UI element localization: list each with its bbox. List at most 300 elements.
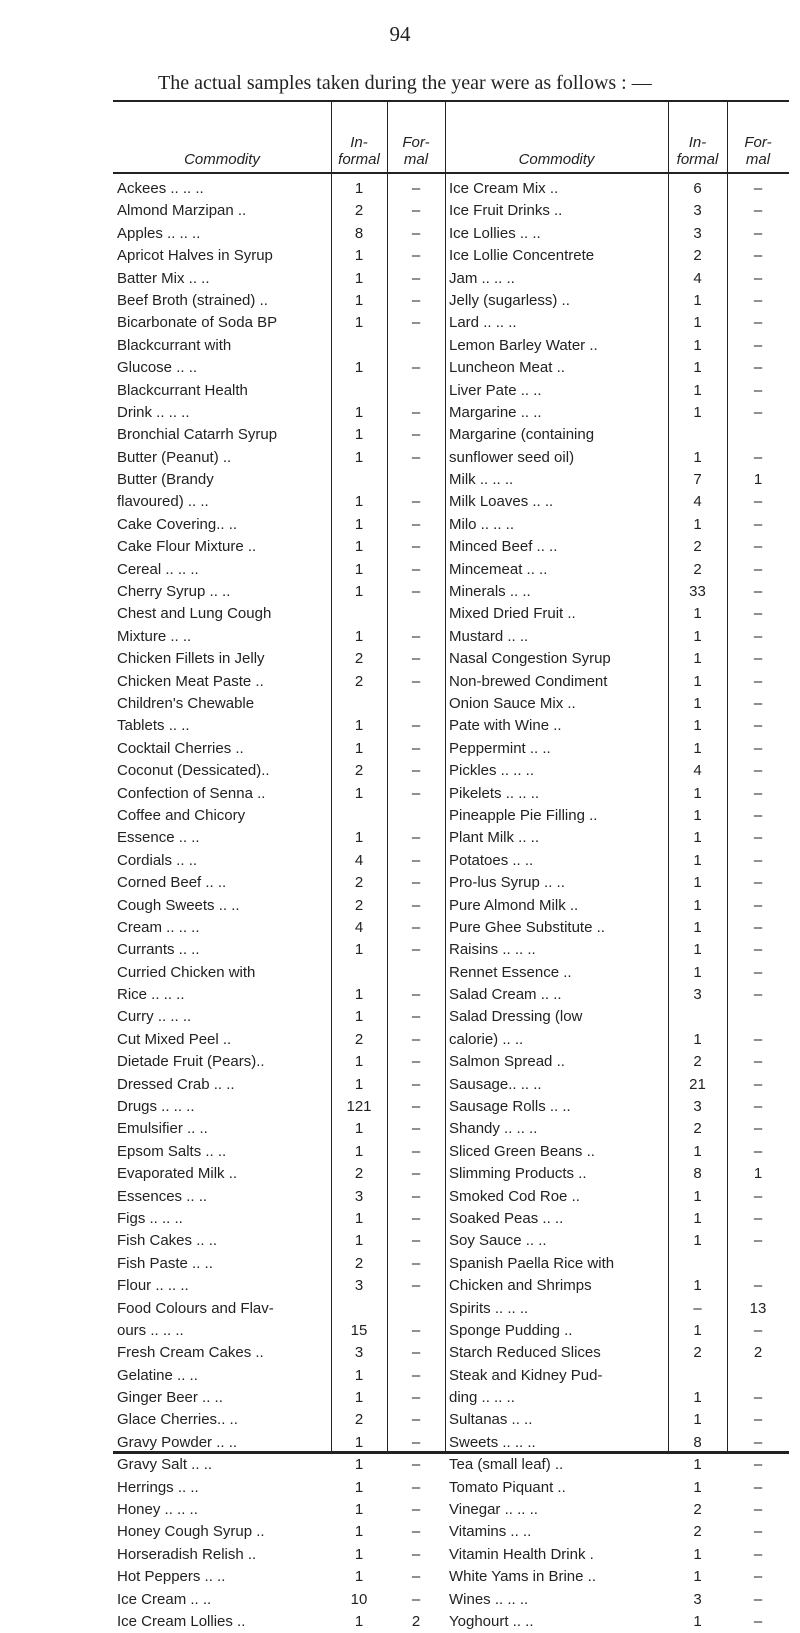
informal-count-cell xyxy=(331,603,387,625)
commodity-cell: Salmon Spread .. xyxy=(449,1053,565,1071)
informal-count-cell: 1 xyxy=(354,247,364,265)
commodity-cell: Figs .. .. .. xyxy=(117,1209,183,1227)
informal-count-cell: 1 xyxy=(693,1209,702,1227)
informal-count-cell: 1 xyxy=(354,1142,364,1160)
commodity-cell: Curried Chicken with xyxy=(117,963,256,981)
informal-count-cell: 1 xyxy=(693,336,702,354)
commodity-cell: Butter (Peanut) .. xyxy=(117,448,232,466)
commodity-cell: Margarine .. .. xyxy=(449,403,542,421)
commodity-cell: Nasal Congestion Syrup xyxy=(449,650,611,668)
formal-count-cell: – xyxy=(411,627,421,645)
column-divider xyxy=(445,102,446,1451)
informal-count-cell: 1 xyxy=(693,739,702,757)
formal-count-cell: – xyxy=(411,1030,421,1048)
informal-count-cell: 3 xyxy=(693,224,702,242)
formal-count-cell: – xyxy=(753,874,763,892)
formal-count-cell xyxy=(727,1006,789,1028)
formal-count-cell: – xyxy=(411,1232,421,1250)
commodity-cell: Yoghourt .. .. xyxy=(449,1613,534,1630)
formal-count-cell: – xyxy=(753,1187,763,1205)
informal-count-cell: 1 xyxy=(693,448,702,466)
informal-count-cell: 1 xyxy=(354,314,364,332)
commodity-cell: Apples .. .. .. xyxy=(117,224,201,242)
informal-count-cell: 1 xyxy=(354,560,364,578)
informal-count-cell: 3 xyxy=(354,1344,364,1362)
formal-count-cell: – xyxy=(411,583,421,601)
commodity-cell: Dressed Crab .. .. xyxy=(117,1075,235,1093)
formal-count-cell: – xyxy=(753,717,763,735)
informal-count-cell: 1 xyxy=(354,515,364,533)
formal-count-cell xyxy=(727,1365,789,1387)
informal-count-cell: 1 xyxy=(354,717,364,735)
informal-count-cell xyxy=(331,1298,387,1320)
commodity-cell: Pikelets .. .. .. xyxy=(449,784,540,802)
formal-count-cell: – xyxy=(411,493,421,511)
commodity-cell: Shandy .. .. .. xyxy=(449,1120,538,1138)
commodity-cell: Mincemeat .. .. xyxy=(449,560,548,578)
commodity-cell: Sultanas .. .. xyxy=(449,1411,533,1429)
informal-count-cell: 4 xyxy=(693,269,702,287)
formal-count-cell: – xyxy=(753,381,763,399)
commodity-cell: Emulsifier .. .. xyxy=(117,1120,208,1138)
informal-count-cell: 2 xyxy=(354,1030,364,1048)
page-number: 94 xyxy=(389,22,411,46)
informal-count-cell: 3 xyxy=(354,1187,364,1205)
commodity-cell: Children's Chewable xyxy=(117,694,255,712)
left-formal-column xyxy=(387,178,445,1633)
informal-count-cell: 2 xyxy=(693,560,702,578)
informal-count-cell: 4 xyxy=(354,918,364,936)
commodity-cell: Blackcurrant with xyxy=(117,336,232,354)
header-rule xyxy=(113,172,789,174)
formal-count-cell: – xyxy=(753,448,763,466)
commodity-cell: Essences .. .. xyxy=(117,1187,208,1205)
informal-count-cell xyxy=(668,1253,727,1275)
informal-count-cell: 1 xyxy=(354,269,364,287)
formal-count-cell: – xyxy=(411,1501,421,1519)
formal-count-cell: – xyxy=(753,650,763,668)
informal-count-cell: 3 xyxy=(693,202,702,220)
commodity-cell: Food Colours and Flav- xyxy=(117,1299,274,1317)
commodity-cell: Ginger Beer .. .. xyxy=(117,1389,223,1407)
formal-count-cell: – xyxy=(411,426,421,444)
commodity-cell: Essence .. .. xyxy=(117,829,200,847)
left-informal-column xyxy=(331,178,387,1633)
informal-count-cell: 1 xyxy=(693,515,702,533)
formal-count-cell xyxy=(387,962,445,984)
formal-count-cell: 2 xyxy=(411,1613,421,1630)
informal-count-cell: 8 xyxy=(693,1165,702,1183)
formal-count-cell: – xyxy=(411,874,421,892)
header-commodity-right: Commodity xyxy=(518,151,595,168)
informal-count-cell xyxy=(331,335,387,357)
formal-count-cell xyxy=(727,1253,789,1275)
informal-count-cell: 1 xyxy=(354,1478,364,1496)
formal-count-cell: – xyxy=(753,224,763,242)
formal-count-cell: – xyxy=(753,1568,763,1586)
formal-count-cell: – xyxy=(411,1209,421,1227)
commodity-cell: Cake Covering.. .. xyxy=(117,515,238,533)
formal-count-cell xyxy=(387,380,445,402)
informal-count-cell: 1 xyxy=(354,1568,364,1586)
commodity-cell: Butter (Brandy xyxy=(117,471,214,489)
formal-count-cell: – xyxy=(753,1411,763,1429)
informal-count-cell: 3 xyxy=(693,1590,702,1608)
formal-count-cell: – xyxy=(411,291,421,309)
informal-count-cell: 1 xyxy=(354,784,364,802)
formal-count-cell: – xyxy=(753,1433,763,1451)
formal-count-cell: – xyxy=(411,1433,421,1451)
informal-count-cell: 1 xyxy=(693,1411,702,1429)
formal-count-cell: – xyxy=(753,560,763,578)
commodity-cell: Milk Loaves .. .. xyxy=(449,493,554,511)
informal-count-cell: 2 xyxy=(693,1523,702,1541)
informal-count-cell: 1 xyxy=(354,359,364,377)
commodity-cell: Tomato Piquant .. xyxy=(449,1478,566,1496)
informal-count-cell: 1 xyxy=(693,829,702,847)
formal-count-cell: – xyxy=(753,1456,763,1474)
commodity-cell: Apricot Halves in Syrup xyxy=(117,247,273,265)
formal-count-cell: – xyxy=(753,627,763,645)
commodity-cell: Vitamin Health Drink . xyxy=(449,1545,594,1563)
informal-count-cell: 1 xyxy=(354,1053,364,1071)
formal-count-cell: – xyxy=(753,829,763,847)
commodity-cell: Sliced Green Beans .. xyxy=(449,1142,595,1160)
formal-count-cell: – xyxy=(753,180,763,197)
informal-count-cell: 7 xyxy=(693,471,702,489)
informal-count-cell: 1 xyxy=(693,381,702,399)
formal-count-cell: – xyxy=(411,1321,421,1339)
informal-count-cell xyxy=(331,805,387,827)
commodity-cell: Dietade Fruit (Pears).. xyxy=(117,1053,265,1071)
formal-count-cell: – xyxy=(753,1232,763,1250)
informal-count-cell: 15 xyxy=(350,1321,368,1339)
commodity-cell: Salad Dressing (low xyxy=(449,1008,583,1026)
informal-count-cell: 1 xyxy=(354,1075,364,1093)
commodity-cell: Ice Cream Mix .. xyxy=(449,180,559,197)
commodity-cell: Liver Pate .. .. xyxy=(449,381,542,399)
informal-count-cell: 8 xyxy=(693,1433,702,1451)
commodity-cell: Soy Sauce .. .. xyxy=(449,1232,547,1250)
formal-count-cell xyxy=(387,603,445,625)
informal-count-cell: 2 xyxy=(354,650,364,668)
commodity-cell: Currants .. .. xyxy=(117,941,200,959)
informal-count-cell: 1 xyxy=(354,493,364,511)
commodity-cell: Minced Beef .. .. xyxy=(449,538,558,556)
commodity-cell: Confection of Senna .. xyxy=(117,784,266,802)
header-commodity-left: Commodity xyxy=(184,151,260,168)
informal-count-cell: 1 xyxy=(693,1187,702,1205)
formal-count-cell: – xyxy=(411,1344,421,1362)
commodity-cell: Sponge Pudding .. xyxy=(449,1321,573,1339)
commodity-cell: Coconut (Dessicated).. xyxy=(117,762,270,780)
right-formal-column xyxy=(727,178,789,1633)
commodity-cell: Spirits .. .. .. xyxy=(449,1299,529,1317)
informal-count-cell: 1 xyxy=(354,1389,364,1407)
commodity-cell: Herrings .. .. xyxy=(117,1478,199,1496)
informal-count-cell: 2 xyxy=(693,1120,702,1138)
commodity-cell: Ice Lollie Concentrete xyxy=(449,247,595,265)
commodity-cell: Gelatine .. .. xyxy=(117,1366,198,1384)
informal-count-cell: 4 xyxy=(693,762,702,780)
informal-count-cell: 1 xyxy=(693,291,702,309)
formal-count-cell: – xyxy=(753,1142,763,1160)
informal-count-cell: 4 xyxy=(693,493,702,511)
intro-text: The actual samples taken during the year were as follows : — xyxy=(158,72,652,94)
informal-count-cell: 1 xyxy=(354,1209,364,1227)
formal-count-cell xyxy=(387,1298,445,1320)
informal-count-cell: 6 xyxy=(693,180,702,197)
informal-count-cell: 1 xyxy=(693,650,702,668)
informal-count-cell: 2 xyxy=(354,762,364,780)
informal-count-cell: 1 xyxy=(354,1120,364,1138)
commodity-cell: Luncheon Meat .. xyxy=(449,359,565,377)
informal-count-cell: 1 xyxy=(693,1613,702,1630)
informal-count-cell: 1 xyxy=(354,426,364,444)
commodity-cell: Pure Almond Milk .. xyxy=(449,896,579,914)
informal-count-cell: 1 xyxy=(693,963,702,981)
commodity-cell: Chicken Fillets in Jelly xyxy=(117,650,265,668)
informal-count-cell: 2 xyxy=(693,1501,702,1519)
formal-count-cell: – xyxy=(411,986,421,1004)
informal-count-cell: 1 xyxy=(354,739,364,757)
header-formal-right: For- mal xyxy=(744,134,772,168)
informal-count-cell: 1 xyxy=(354,1501,364,1519)
informal-count-cell: 2 xyxy=(693,538,702,556)
formal-count-cell: – xyxy=(411,247,421,265)
formal-count-cell: – xyxy=(753,1030,763,1048)
formal-count-cell: – xyxy=(411,650,421,668)
commodity-cell: Sausage Rolls .. .. xyxy=(449,1098,571,1116)
formal-count-cell: – xyxy=(411,560,421,578)
informal-count-cell: 21 xyxy=(689,1075,706,1093)
informal-count-cell: 2 xyxy=(354,202,364,220)
commodity-cell: calorie) .. .. xyxy=(449,1030,524,1048)
commodity-cell: Lemon Barley Water .. xyxy=(449,336,598,354)
commodity-cell: Mixture .. .. xyxy=(117,627,192,645)
informal-count-cell: 1 xyxy=(354,1456,364,1474)
informal-count-cell: 1 xyxy=(354,941,364,959)
formal-count-cell: – xyxy=(411,269,421,287)
informal-count-cell: 1 xyxy=(693,1456,702,1474)
commodity-cell: Slimming Products .. xyxy=(449,1165,587,1183)
informal-count-cell xyxy=(331,962,387,984)
formal-count-cell: – xyxy=(753,359,763,377)
informal-count-cell: 1 xyxy=(354,403,364,421)
informal-count-cell: 2 xyxy=(354,896,364,914)
commodity-cell: Honey Cough Syrup .. xyxy=(117,1523,265,1541)
formal-count-cell: – xyxy=(411,1456,421,1474)
informal-count-cell: 10 xyxy=(350,1590,368,1608)
informal-count-cell: 1 xyxy=(693,918,702,936)
informal-count-cell: 1 xyxy=(693,851,702,869)
informal-count-cell xyxy=(331,469,387,491)
formal-count-cell: – xyxy=(411,448,421,466)
commodity-cell: Jelly (sugarless) .. xyxy=(449,291,570,309)
commodity-cell: Tablets .. .. xyxy=(117,717,190,735)
commodity-cell: flavoured) .. .. xyxy=(117,493,209,511)
commodity-cell: Coffee and Chicory xyxy=(117,806,246,824)
formal-count-cell: – xyxy=(411,1523,421,1541)
formal-count-cell: – xyxy=(411,1590,421,1608)
formal-count-cell xyxy=(387,805,445,827)
formal-count-cell: – xyxy=(753,493,763,511)
commodity-cell: Milk .. .. .. xyxy=(449,471,514,489)
commodity-cell: Sweets .. .. .. xyxy=(449,1433,536,1451)
commodity-cell: Cocktail Cherries .. xyxy=(117,739,244,757)
informal-count-cell: 1 xyxy=(354,1523,364,1541)
commodity-cell: Chicken Meat Paste .. xyxy=(117,672,264,690)
informal-count-cell: 1 xyxy=(354,1545,364,1563)
informal-count-cell: 1 xyxy=(693,1568,702,1586)
formal-count-cell: – xyxy=(753,1545,763,1563)
formal-count-cell: – xyxy=(411,314,421,332)
formal-count-cell: – xyxy=(753,1501,763,1519)
informal-count-cell: 1 xyxy=(693,403,702,421)
commodity-cell: Cream .. .. .. xyxy=(117,918,200,936)
formal-count-cell xyxy=(727,424,789,446)
informal-count-cell: 1 xyxy=(693,359,702,377)
informal-count-cell: 1 xyxy=(354,180,364,197)
commodity-cell: Horseradish Relish .. xyxy=(117,1545,257,1563)
commodity-cell: Pineapple Pie Filling .. xyxy=(449,806,598,824)
formal-count-cell: – xyxy=(411,403,421,421)
formal-count-cell: – xyxy=(411,784,421,802)
formal-count-cell: – xyxy=(411,1568,421,1586)
informal-count-cell: 1 xyxy=(693,694,702,712)
informal-count-cell: 2 xyxy=(693,1053,702,1071)
commodity-cell: Cough Sweets .. .. xyxy=(117,896,240,914)
informal-count-cell: 121 xyxy=(346,1098,372,1116)
samples-table xyxy=(113,100,789,1630)
formal-count-cell: – xyxy=(753,986,763,1004)
commodity-cell: Potatoes .. .. xyxy=(449,851,534,869)
informal-count-cell: 1 xyxy=(693,1389,702,1407)
commodity-cell: Starch Reduced Slices xyxy=(449,1344,601,1362)
formal-count-cell: – xyxy=(411,515,421,533)
commodity-cell: ding .. .. .. xyxy=(449,1389,515,1407)
commodity-cell: Cut Mixed Peel .. xyxy=(117,1030,232,1048)
commodity-cell: Vitamins .. .. xyxy=(449,1523,532,1541)
commodity-cell: Pate with Wine .. xyxy=(449,717,562,735)
commodity-cell: Gravy Powder .. .. xyxy=(117,1433,238,1451)
informal-count-cell: 1 xyxy=(693,1545,702,1563)
informal-count-cell: 3 xyxy=(693,986,702,1004)
formal-count-cell: – xyxy=(411,896,421,914)
informal-count-cell: 1 xyxy=(354,986,364,1004)
informal-count-cell: 1 xyxy=(354,1433,364,1451)
header-informal-left: In- formal xyxy=(338,134,380,168)
commodity-cell: Honey .. .. .. xyxy=(117,1501,198,1519)
formal-count-cell: – xyxy=(411,180,421,197)
formal-count-cell: – xyxy=(411,202,421,220)
formal-count-cell: – xyxy=(411,1277,421,1295)
informal-count-cell: 1 xyxy=(354,291,364,309)
informal-count-cell: 2 xyxy=(354,874,364,892)
formal-count-cell: – xyxy=(411,941,421,959)
informal-count-cell: 1 xyxy=(354,1008,364,1026)
commodity-cell: Steak and Kidney Pud- xyxy=(449,1366,603,1384)
left-commodity-column xyxy=(117,178,329,1633)
informal-count-cell: 2 xyxy=(354,1165,364,1183)
informal-count-cell: 1 xyxy=(354,1366,364,1384)
commodity-cell: Wines .. .. .. xyxy=(449,1590,529,1608)
formal-count-cell: – xyxy=(411,1411,421,1429)
informal-count-cell xyxy=(331,380,387,402)
formal-count-cell: – xyxy=(753,515,763,533)
informal-count-cell: 1 xyxy=(354,448,364,466)
informal-count-cell: 2 xyxy=(354,672,364,690)
formal-count-cell: – xyxy=(753,1209,763,1227)
informal-count-cell xyxy=(668,1365,727,1387)
formal-count-cell: – xyxy=(753,291,763,309)
commodity-cell: Batter Mix .. .. xyxy=(117,269,210,287)
formal-count-cell: – xyxy=(753,336,763,354)
commodity-cell: Glace Cherries.. .. xyxy=(117,1411,238,1429)
informal-count-cell: – xyxy=(693,1299,702,1317)
commodity-cell: Bronchial Catarrh Syrup xyxy=(117,426,278,444)
commodity-cell: Cordials .. .. xyxy=(117,851,198,869)
formal-count-cell: – xyxy=(411,918,421,936)
formal-count-cell: – xyxy=(411,1053,421,1071)
formal-count-cell: – xyxy=(411,1098,421,1116)
formal-count-cell: – xyxy=(411,1008,421,1026)
commodity-cell: Blackcurrant Health xyxy=(117,381,248,399)
informal-count-cell: 1 xyxy=(693,874,702,892)
formal-count-cell: – xyxy=(753,247,763,265)
formal-count-cell: – xyxy=(753,1277,763,1295)
commodity-cell: Pickles .. .. .. xyxy=(449,762,535,780)
commodity-cell: Mustard .. .. xyxy=(449,627,529,645)
commodity-cell: Plant Milk .. .. xyxy=(449,829,540,847)
informal-count-cell xyxy=(331,693,387,715)
informal-count-cell: 1 xyxy=(693,806,702,824)
formal-count-cell: – xyxy=(411,762,421,780)
informal-count-cell: 1 xyxy=(354,627,364,645)
formal-count-cell: – xyxy=(753,694,763,712)
formal-count-cell: – xyxy=(411,851,421,869)
formal-count-cell: – xyxy=(753,739,763,757)
commodity-cell: Ice Cream Lollies .. xyxy=(117,1613,246,1630)
informal-count-cell: 2 xyxy=(693,1344,702,1362)
formal-count-cell: – xyxy=(753,583,763,601)
commodity-cell: Hot Peppers .. .. xyxy=(117,1568,226,1586)
commodity-cell: Soaked Peas .. .. xyxy=(449,1209,564,1227)
formal-count-cell: – xyxy=(753,762,763,780)
formal-count-cell: – xyxy=(753,605,763,623)
informal-count-cell: 1 xyxy=(693,1142,702,1160)
formal-count-cell: – xyxy=(411,1545,421,1563)
formal-count-cell: – xyxy=(753,538,763,556)
informal-count-cell: 8 xyxy=(354,224,364,242)
informal-count-cell: 3 xyxy=(354,1277,364,1295)
right-commodity-column xyxy=(449,178,666,1633)
informal-count-cell: 1 xyxy=(693,717,702,735)
formal-count-cell: – xyxy=(411,1187,421,1205)
commodity-cell: Curry .. .. .. xyxy=(117,1008,192,1026)
informal-count-cell: 1 xyxy=(693,1232,702,1250)
commodity-cell: Gravy Salt .. .. xyxy=(117,1456,213,1474)
commodity-cell: Drink .. .. .. xyxy=(117,403,190,421)
commodity-cell: Lard .. .. .. xyxy=(449,314,517,332)
commodity-cell: Minerals .. .. xyxy=(449,583,531,601)
informal-count-cell: 1 xyxy=(693,1321,702,1339)
formal-count-cell: – xyxy=(753,963,763,981)
formal-count-cell: – xyxy=(411,1389,421,1407)
formal-count-cell: – xyxy=(753,806,763,824)
formal-count-cell: – xyxy=(411,672,421,690)
informal-count-cell: 2 xyxy=(693,247,702,265)
